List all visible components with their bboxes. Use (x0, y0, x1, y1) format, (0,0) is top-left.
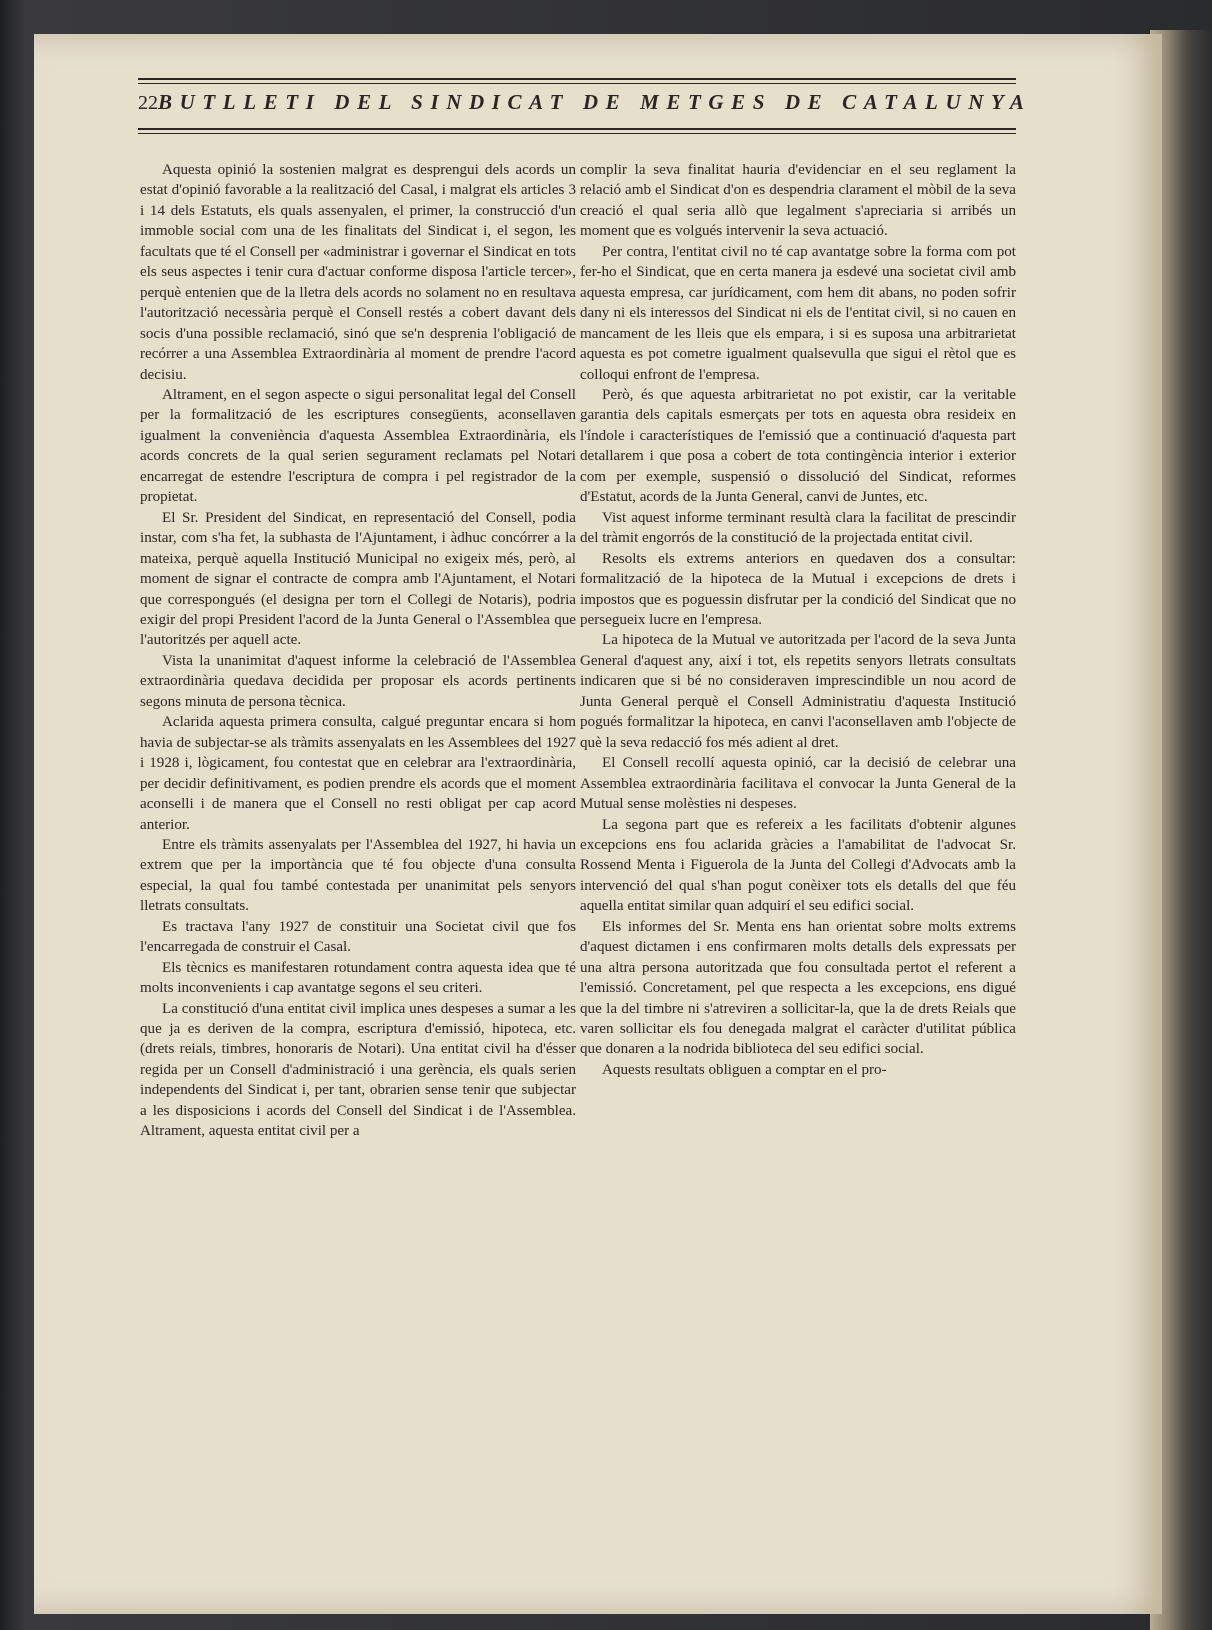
paragraph: Però, és que aquesta arbitrarietat no pot existir, car la veritable garantia dels capitals esmerçats per tots en aquesta obra resideix en l'índole i característiques de l'emissió que a continuació d'aquesta part detallarem i que posa a cobert de tota contingència interior i exterior com per exemple, suspensió o dissolució del Sindicat, reformes d'Estatut, acords de la Junta General, canvi de Juntes, etc. (580, 386, 1016, 506)
paragraph: La hipoteca de la Mutual ve autoritzada per l'acord de la seva Junta General d'aquest any, així i tot, els repetits senyors lletrats consultats indicaren que si bé no consideraven imprescindible un nou acord de Junta General perquè el Consell Administratiu d'aquesta Institució pogués formalitzar la hipoteca, en canvi l'aconsellaven amb l'objecte de què la seva redacció fos més adient al dret. (580, 632, 1016, 751)
left-column (140, 160, 576, 1142)
paragraph: La constitució d'una entitat civil implica unes despeses a sumar a les que ja es deriven de la compra, escriptura d'emissió, hipoteca, etc. (drets reials, timbres, honoraris de Notari). Una entitat civil ha d'ésser regida per un Consell d'administració i una gerència, els quals serien independents del Sindicat i, per tant, obrarien sense tenir que subjectar a les disposicions i acords del Consell del Sindicat i de l'Assemblea. Altrament, aquesta entitat civil per a (140, 1000, 576, 1140)
paragraph: El Consell recollí aquesta opinió, car la decisió de celebrar una Assemblea extraordinària facilitava el convocar la Junta General de la Mutual sense molèsties ni despeses. (580, 755, 1016, 813)
header-top-rule (138, 78, 1016, 80)
paragraph: La segona part que es refereix a les facilitats d'obtenir algunes excepcions ens fou aclarida gràcies a l'amabilitat de l'advocat Sr. Rossend Menta i Figuerola de la Junta del Collegi d'Advocats amb la intervenció del qual s'han pogut conèixer tots els detalls del que féu aquella entitat similar quan adquirí el seu edifici social. (580, 816, 1016, 915)
right-column (580, 160, 1016, 1142)
running-title: BUTLLETI DEL SINDICAT DE METGES DE CATALUNYA (158, 90, 1032, 114)
header-bottom-rule (138, 128, 1016, 130)
paragraph: complir la seva finalitat hauria d'evidenciar en el seu reglament la relació amb el Sindicat d'on es despendria clarament el mòbil de la seva creació el qual seria allò que legalment s'apreciaria si arribés un moment que es volgués intervenir la seva actuació. (580, 162, 1016, 240)
paragraph: El Sr. President del Sindicat, en representació del Consell, podia instar, com s'ha fet, la subhasta de l'Ajuntament, i àdhuc concórrer a la mateixa, perquè aquella Institució Municipal no exigeix més, però, al moment de signar el contracte de compra amb l'Ajuntament, el Notari que correspongués (el designa per torn el Collegi de Notaris), podria exigir del propi President l'acord de la Junta General o l'Assemblea que l'autoritzés per aquell acte. (140, 509, 576, 649)
page-number: 22 (138, 92, 158, 114)
running-header (138, 78, 1032, 134)
paragraph: Per contra, l'entitat civil no té cap avantatge sobre la forma com pot fer-ho el Sindicat, que en certa manera ja esdevé una societat civil amb aquesta empresa, car jurídicament, com hem dit abans, no poden sofrir dany ni els interessos del Sindicat ni els de l'entitat civil, si no cauen en mancament de les lleis que els empara, i si es suposa una arbitrarietat aquesta es pot cometre igualment qualsevulla que sigui el rètol que es colloqui enfront de l'empresa. (580, 243, 1016, 383)
paragraph: Es tractava l'any 1927 de constituir una Societat civil que fos l'encarregada de construir el Casal. (140, 918, 576, 956)
paragraph: Aquesta opinió la sostenien malgrat es desprengui dels acords un estat d'opinió favorable a la realització del Casal, i malgrat els articles 3 i 14 dels Estatuts, els quals assenyalen, el primer, la construcció d'un immoble social com una de les finalitats del Sindicat i, el segon, les facultats que té el Consell per «administrar i governar el Sindicat en tots els seus aspectes i tenir cura d'actuar conforme disposa l'article tercer», perquè entenien que de la lletra dels acords no solament no en resultava l'autorització necessària perquè el Consell restés a cobert davant dels socis d'una possible reclamació, sinó que se'n desprenia l'obligació de recórrer a una Assemblea Extraordinària al moment de prendre l'acord decisiu. (140, 162, 576, 383)
paragraph: Vist aquest informe terminant resultà clara la facilitat de prescindir del tràmit engorrós de la constitució de la projectada entitat civil. (580, 509, 1016, 547)
paragraph: Aclarida aquesta primera consulta, calgué preguntar encara si hom havia de subjectar-se als tràmits assenyalats en les Assemblees del 1927 i 1928 i, lògicament, fou contestat que en celebrar ara l'extraordinària, per decidir definitivament, es podien prendre els acords que el moment aconselli i de manera que el Consell no resti obligat per cap acord anterior. (140, 714, 576, 833)
paragraph: Resolts els extrems anteriors en quedaven dos a consultar: formalització de la hipoteca de la Mutual i excepcions de drets i impostos que es poguessin disfrutar per la condició del Sindicat que no persegueix lucre en l'empresa. (580, 550, 1016, 628)
paragraph: Altrament, en el segon aspecte o sigui personalitat legal del Consell per la formalització de les escriptures consegüents, aconsellaven igualment la conveniència d'aquesta Assemblea Extraordinària, els acords concrets de la qual serien segurament reclamats pel Notari encarregat de estendre l'escriptura de compra i pel registrador de la propietat. (140, 386, 576, 506)
paragraph: Vista la unanimitat d'aquest informe la celebració de l'Assemblea extraordinària quedava decidida per proposar els acords pertinents segons minuta de persona tècnica. (140, 652, 576, 710)
paragraph: Els informes del Sr. Menta ens han orientat sobre molts extrems d'aquest dictamen i ens confirmaren molts detalls dels expressats per una altra persona autoritzada que fou consultada pertot el referent a l'emissió. Concretament, pel que respecta a les excepcions, ens digué que la del timbre ni s'atreviren a sollicitar-la, que la de drets Reials que varen sollicitar els fou denegada malgrat el caràcter d'utilitat pública que donaren a la nodrida biblioteca del seu edifici social. (580, 918, 1016, 1058)
article-body (140, 160, 1016, 1142)
paragraph: Aquests resultats obliguen a comptar en el pro- (602, 1061, 887, 1078)
header-bottom-rule-thin (138, 133, 1016, 134)
header-top-rule-thin (138, 83, 1016, 84)
header-row (138, 90, 1032, 124)
paragraph: Entre els tràmits assenyalats per l'Assemblea del 1927, hi havia un extrem que per la importància que té fou objecte d'una consulta especial, la qual fou també contestada per unanimitat pels senyors lletrats consultats. (140, 836, 576, 915)
paragraph: Els tècnics es manifestaren rotundament contra aquesta idea que té molts inconvenients i cap avantatge segons el seu criteri. (140, 959, 576, 997)
